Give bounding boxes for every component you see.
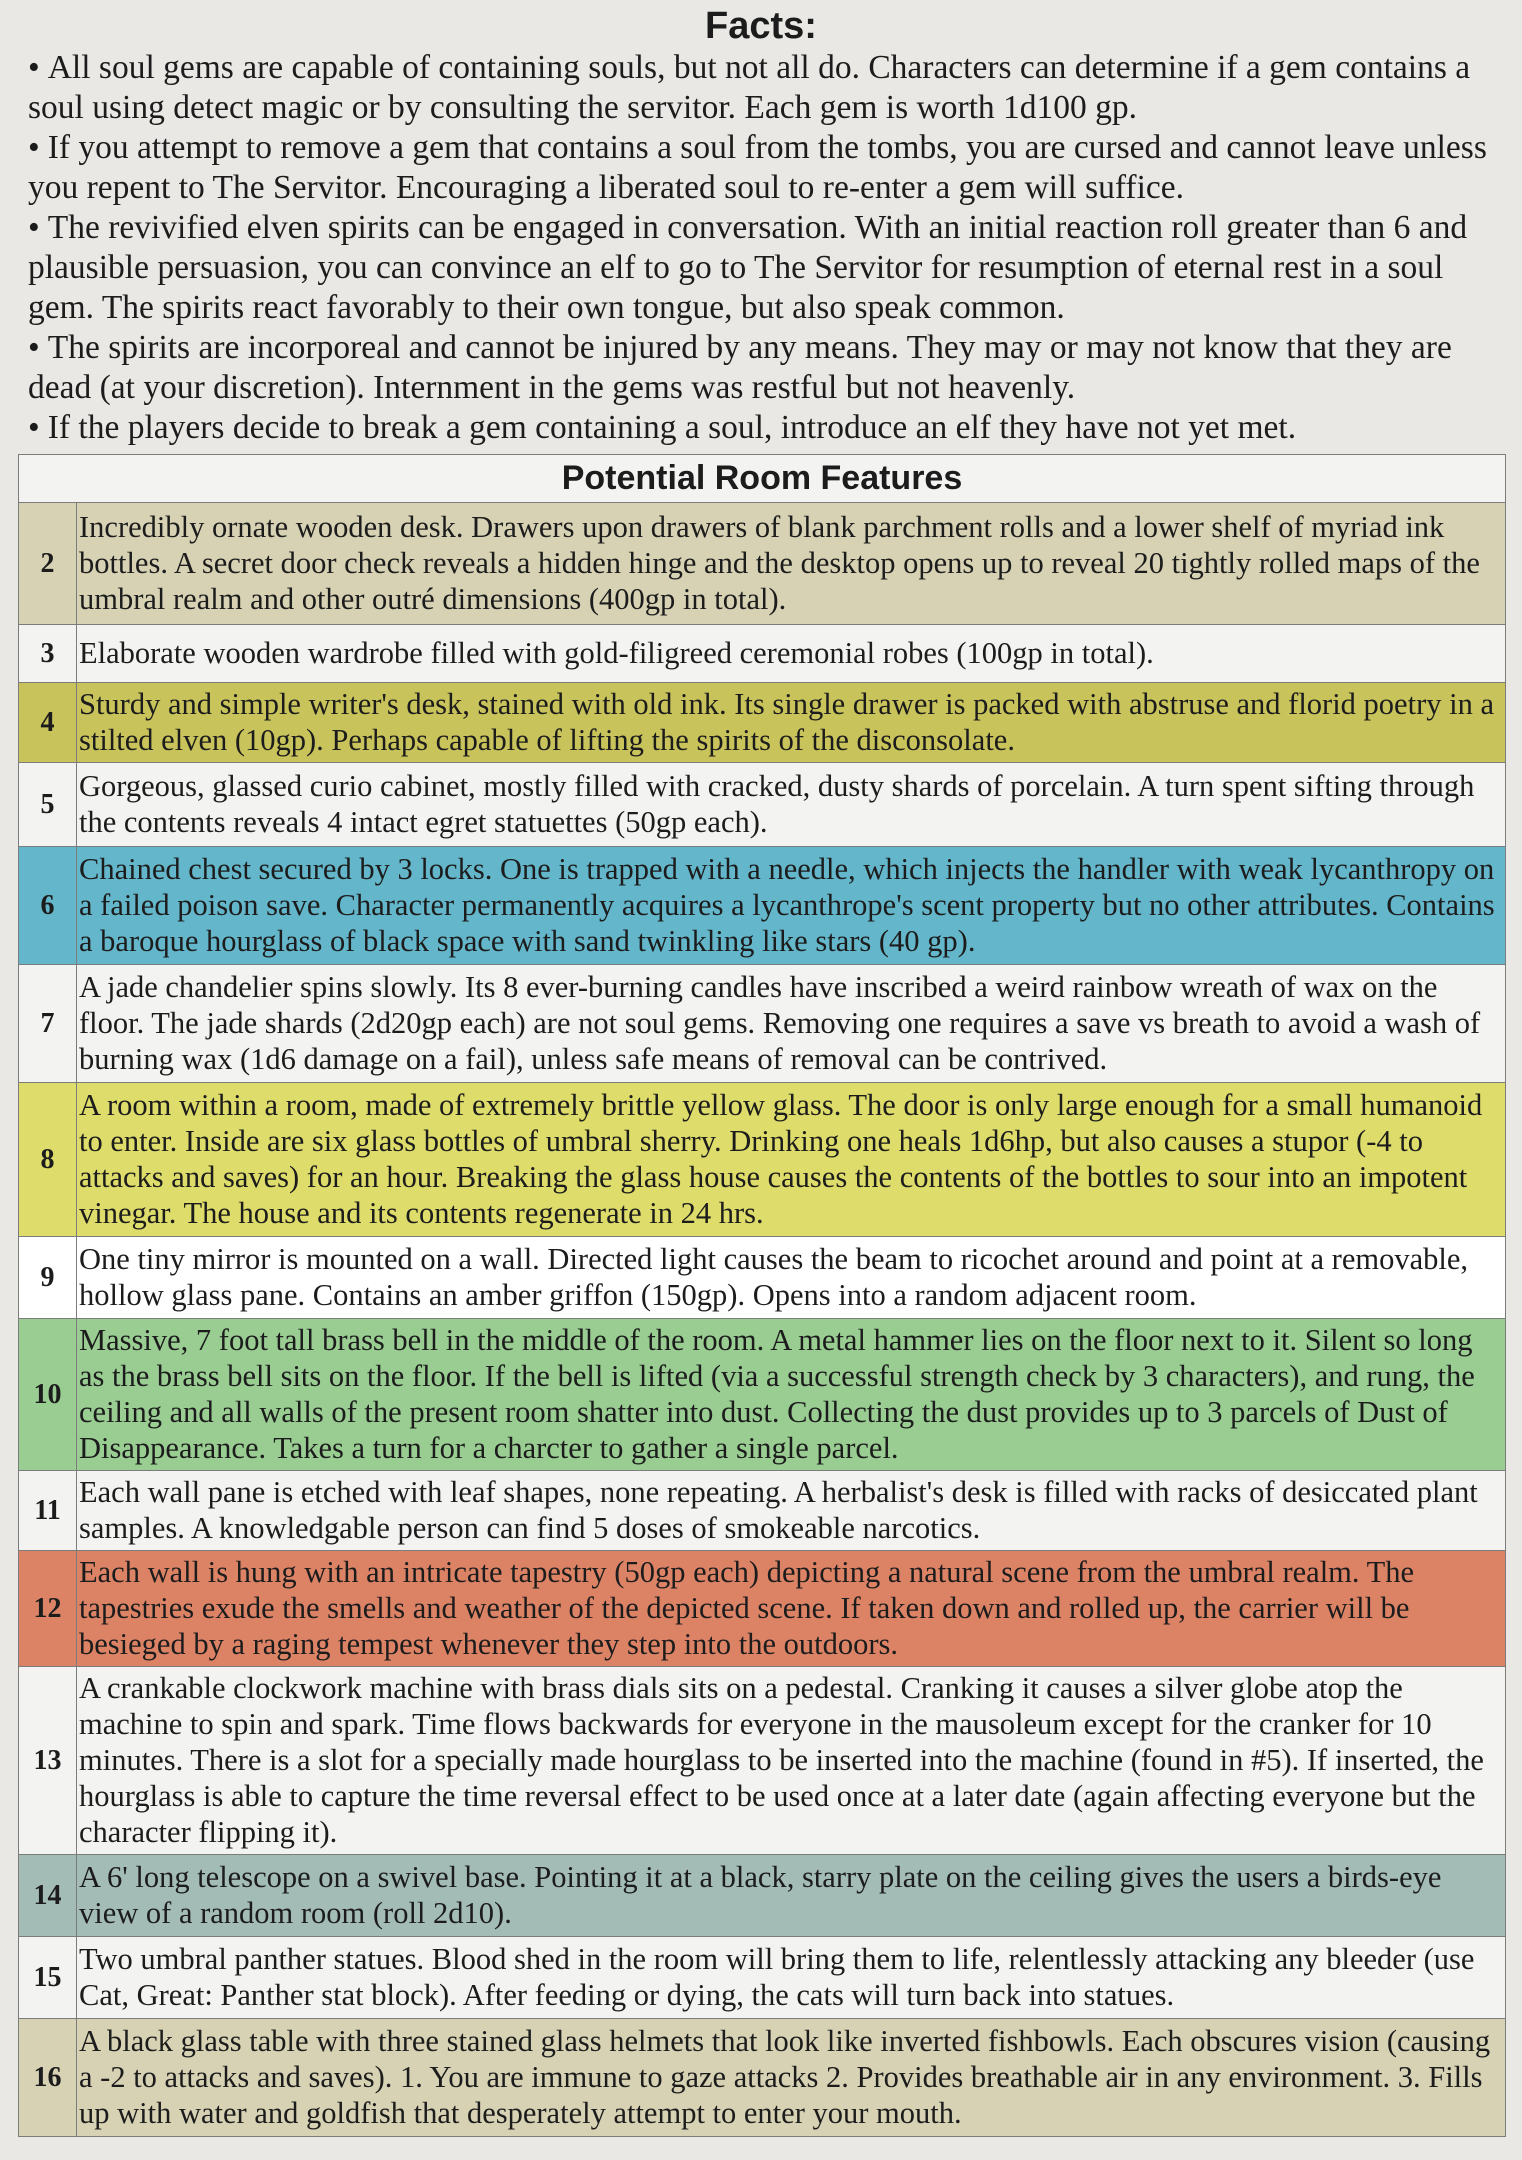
table-row <box>19 1667 1506 1855</box>
feature-description: Gorgeous, glassed curio cabinet, mostly filled with cracked, dusty shards of porcelain. A turn spent sifting through the contents reveals 4 intact egret statuettes (50gp each). <box>77 763 1506 847</box>
fact-item <box>28 208 1496 328</box>
fact-text: All soul gems are capable of containing souls, but not all do. Characters can determine if a gem contains a soul using detect magic or by consulting the servitor. Each gem is worth 1d100 gp. <box>28 49 1471 126</box>
roll-number: 3 <box>19 625 77 683</box>
table-row <box>19 2019 1506 2137</box>
roll-number: 16 <box>19 2019 77 2137</box>
table-row <box>19 1471 1506 1551</box>
room-features-table <box>18 454 1506 2137</box>
feature-description: A jade chandelier spins slowly. Its 8 ever-burning candles have inscribed a weird rainbow wreath of wax on the floor. The jade shards (2d20gp each) are not soul gems. Removing one requires a save vs breath to avoid a wash of burning wax (1d6 damage on a fail), unless safe means of removal can be contrived. <box>77 965 1506 1083</box>
table-header-row <box>19 455 1506 503</box>
feature-description: A 6' long telescope on a swivel base. Pointing it at a black, starry plate on the ceiling gives the users a birds-eye view of a random room (roll 2d10). <box>77 1855 1506 1937</box>
table-row <box>19 1551 1506 1667</box>
table-row <box>19 503 1506 625</box>
roll-number: 6 <box>19 847 77 965</box>
table-row <box>19 847 1506 965</box>
roll-number: 13 <box>19 1667 77 1855</box>
table-row <box>19 625 1506 683</box>
facts-list <box>28 48 1496 448</box>
table-row <box>19 763 1506 847</box>
feature-description: A crankable clockwork machine with brass dials sits on a pedestal. Cranking it causes a silver globe atop the machine to spin and spark. Time flows backwards for everyone in the mausoleum except for the cranker for 10 minutes. There is a slot for a specially made hourglass to be inserted into the machine (found in #5). If inserted, the hourglass is able to capture the time reversal effect to be used once at a later date (again affecting everyone but the character flipping it). <box>77 1667 1506 1855</box>
feature-description: Each wall pane is etched with leaf shapes, none repeating. A herbalist's desk is filled with racks of desiccated plant samples. A knowledgable person can find 5 doses of smokeable narcotics. <box>77 1471 1506 1551</box>
bullet: • <box>28 129 40 166</box>
roll-number: 2 <box>19 503 77 625</box>
fact-text: The spirits are incorporeal and cannot be injured by any means. They may or may not know that they are dead (at your discretion). Internment in the gems was restful but not heavenly. <box>28 329 1452 406</box>
feature-description: A black glass table with three stained glass helmets that look like inverted fishbowls. Each obscures vision (causing a -2 to attacks and saves). 1. You are immune to gaze attacks 2. Provides breathable air in any environment. 3. Fills up with water and goldfish that desperately attempt to enter your mouth. <box>77 2019 1506 2137</box>
feature-description: Massive, 7 foot tall brass bell in the middle of the room. A metal hammer lies on the floor next to it. Silent so long as the brass bell sits on the floor. If the bell is lifted (via a successful strength check by 3 characters), and rung, the ceiling and all walls of the present room shatter into dust. Collecting the dust provides up to 3 parcels of Dust of Disappearance. Takes a turn for a charcter to gather a single parcel. <box>77 1319 1506 1471</box>
roll-number: 12 <box>19 1551 77 1667</box>
facts-heading: Facts: <box>705 5 817 47</box>
roll-number: 9 <box>19 1237 77 1319</box>
bullet: • <box>28 409 40 446</box>
roll-number: 15 <box>19 1937 77 2019</box>
table-row <box>19 1083 1506 1237</box>
fact-text: If the players decide to break a gem containing a soul, introduce an elf they have not yet met. <box>47 409 1297 446</box>
fact-item <box>28 128 1496 208</box>
feature-description: Two umbral panther statues. Blood shed in the room will bring them to life, relentlessly attacking any bleeder (use Cat, Great: Panther stat block). After feeding or dying, the cats will turn back into statues. <box>77 1937 1506 2019</box>
table-row <box>19 1319 1506 1471</box>
bullet: • <box>28 49 40 86</box>
fact-item <box>28 48 1496 128</box>
roll-number: 11 <box>19 1471 77 1551</box>
feature-description: Each wall is hung with an intricate tapestry (50gp each) depicting a natural scene from the umbral realm. The tapestries exude the smells and weather of the depicted scene. If taken down and rolled up, the carrier will be besieged by a raging tempest whenever they step into the outdoors. <box>77 1551 1506 1667</box>
roll-number: 4 <box>19 683 77 763</box>
table-row <box>19 1937 1506 2019</box>
roll-number: 8 <box>19 1083 77 1237</box>
feature-description: One tiny mirror is mounted on a wall. Directed light causes the beam to ricochet around and point at a removable, hollow glass pane. Contains an amber griffon (150gp). Opens into a random adjacent room. <box>77 1237 1506 1319</box>
roll-number: 14 <box>19 1855 77 1937</box>
roll-number: 5 <box>19 763 77 847</box>
roll-number: 7 <box>19 965 77 1083</box>
bullet: • <box>28 329 40 366</box>
roll-number: 10 <box>19 1319 77 1471</box>
feature-description: Elaborate wooden wardrobe filled with gold-filigreed ceremonial robes (100gp in total). <box>77 625 1506 683</box>
feature-description: Chained chest secured by 3 locks. One is trapped with a needle, which injects the handler with weak lycanthropy on a failed poison save. Character permanently acquires a lycanthrope's scent property but no other attributes. Contains a baroque hourglass of black space with sand twinkling like stars (40 gp). <box>77 847 1506 965</box>
feature-description: A room within a room, made of extremely brittle yellow glass. The door is only large enough for a small humanoid to enter. Inside are six glass bottles of umbral sherry. Drinking one heals 1d6hp, but also causes a stupor (-4 to attacks and saves) for an hour. Breaking the glass house causes the contents of the bottles to sour into an impotent vinegar. The house and its contents regenerate in 24 hrs. <box>77 1083 1506 1237</box>
table-row <box>19 965 1506 1083</box>
table-title: Potential Room Features <box>19 455 1506 503</box>
feature-description: Sturdy and simple writer's desk, stained with old ink. Its single drawer is packed with abstruse and florid poetry in a stilted elven (10gp). Perhaps capable of lifting the spirits of the disconsolate. <box>77 683 1506 763</box>
feature-description: Incredibly ornate wooden desk. Drawers upon drawers of blank parchment rolls and a lower shelf of myriad ink bottles. A secret door check reveals a hidden hinge and the desktop opens up to reveal 20 tightly rolled maps of the umbral realm and other outré dimensions (400gp in total). <box>77 503 1506 625</box>
fact-text: If you attempt to remove a gem that contains a soul from the tombs, you are cursed and cannot leave unless you repent to The Servitor. Encouraging a liberated soul to re-enter a gem will suffice. <box>28 129 1487 206</box>
bullet: • <box>28 209 40 246</box>
fact-item <box>28 328 1496 408</box>
table-row <box>19 1237 1506 1319</box>
fact-item <box>28 408 1496 448</box>
fact-text: The revivified elven spirits can be engaged in conversation. With an initial reaction roll greater than 6 and plausible persuasion, you can convince an elf to go to The Servitor for resumption of eternal rest in a soul gem. The spirits react favorably to their own tongue, but also speak common. <box>28 209 1468 326</box>
table-row <box>19 683 1506 763</box>
table-row <box>19 1855 1506 1937</box>
